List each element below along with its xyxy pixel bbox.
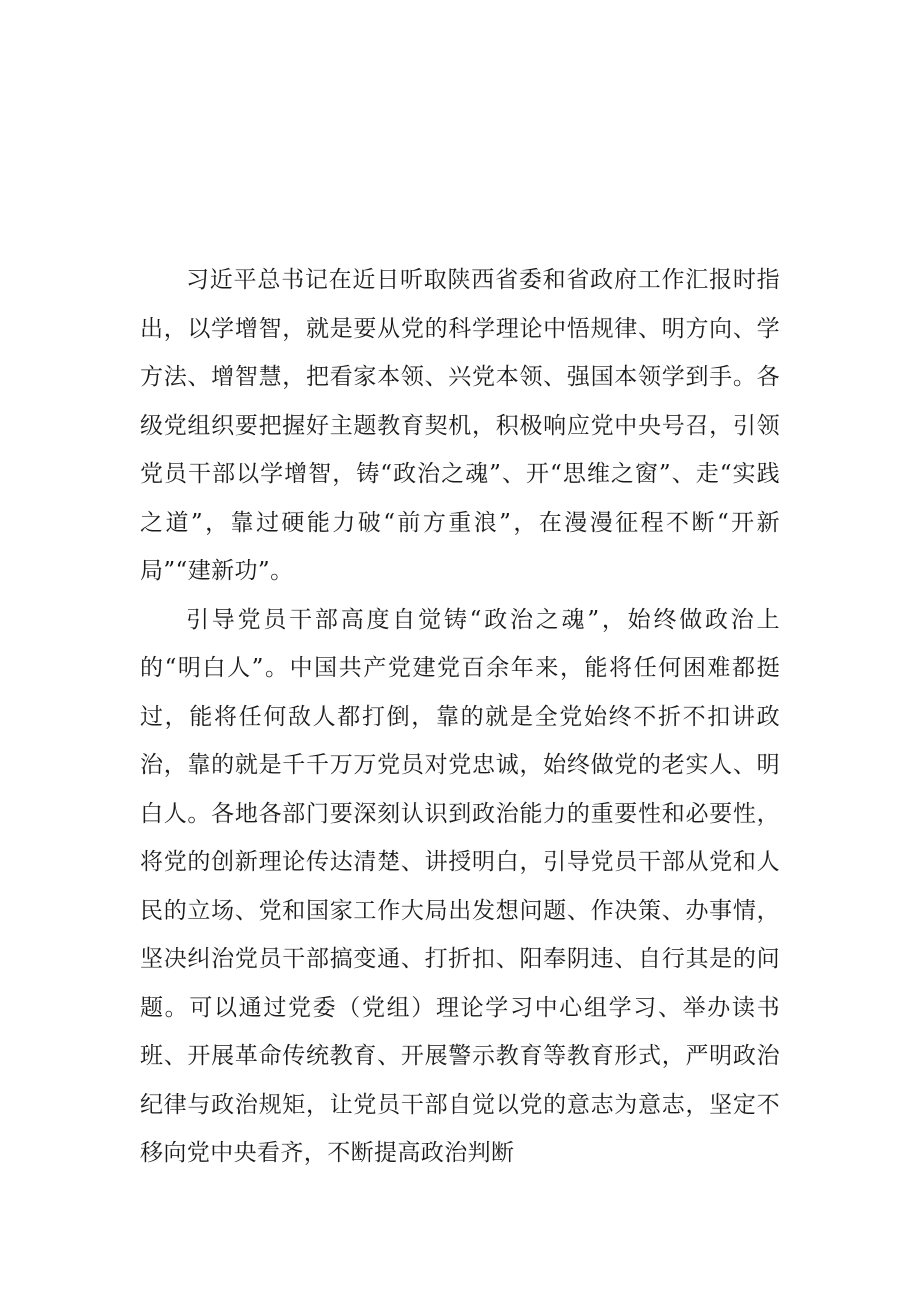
paragraph-2: 引导党员干部高度自觉铸“政治之魂”，始终做政治上的“明白人”。中国共产党建党百余年来，能将任何困难都挺过，能将任何敌人都打倒，靠的就是全党始终不折不扣讲政治，靠的就是千千万万党员对党忠诚，始终做党的老实人、明白人。各地各部门要深刻认识到政治能力的重要性和必要性，将党的创新理论传达清楚、讲授明白，引导党员干部从党和人民的立场、党和国家工作大局出发想问题、作决策、办事情，坚决纠治党员干部搞变通、打折扣、阳奉阴违、自行其是的问题。可以通过党委（党组）理论学习中心组学习、举办读书班、开展革命传统教育、开展警示教育等教育形式，严明政治纪律与政治规矩，让党员干部自觉以党的意志为意志，坚定不移向党中央看齐，不断提高政治判断 (140, 606, 780, 1166)
paragraph-1: 习近平总书记在近日听取陕西省委和省政府工作汇报时指出，以学增智，就是要从党的科学理论中悟规律、明方向、学方法、增智慧，把看家本领、兴党本领、强国本领学到手。各级党组织要把握好主题教育契机，积极响应党中央号召，引领党员干部以学增智，铸“政治之魂”、开“思维之窗”、走“实践之道”，靠过硬能力破“前方重浪”，在漫漫征程不断“开新局”“建新功”。 (140, 267, 780, 584)
document-body (140, 256, 780, 1178)
